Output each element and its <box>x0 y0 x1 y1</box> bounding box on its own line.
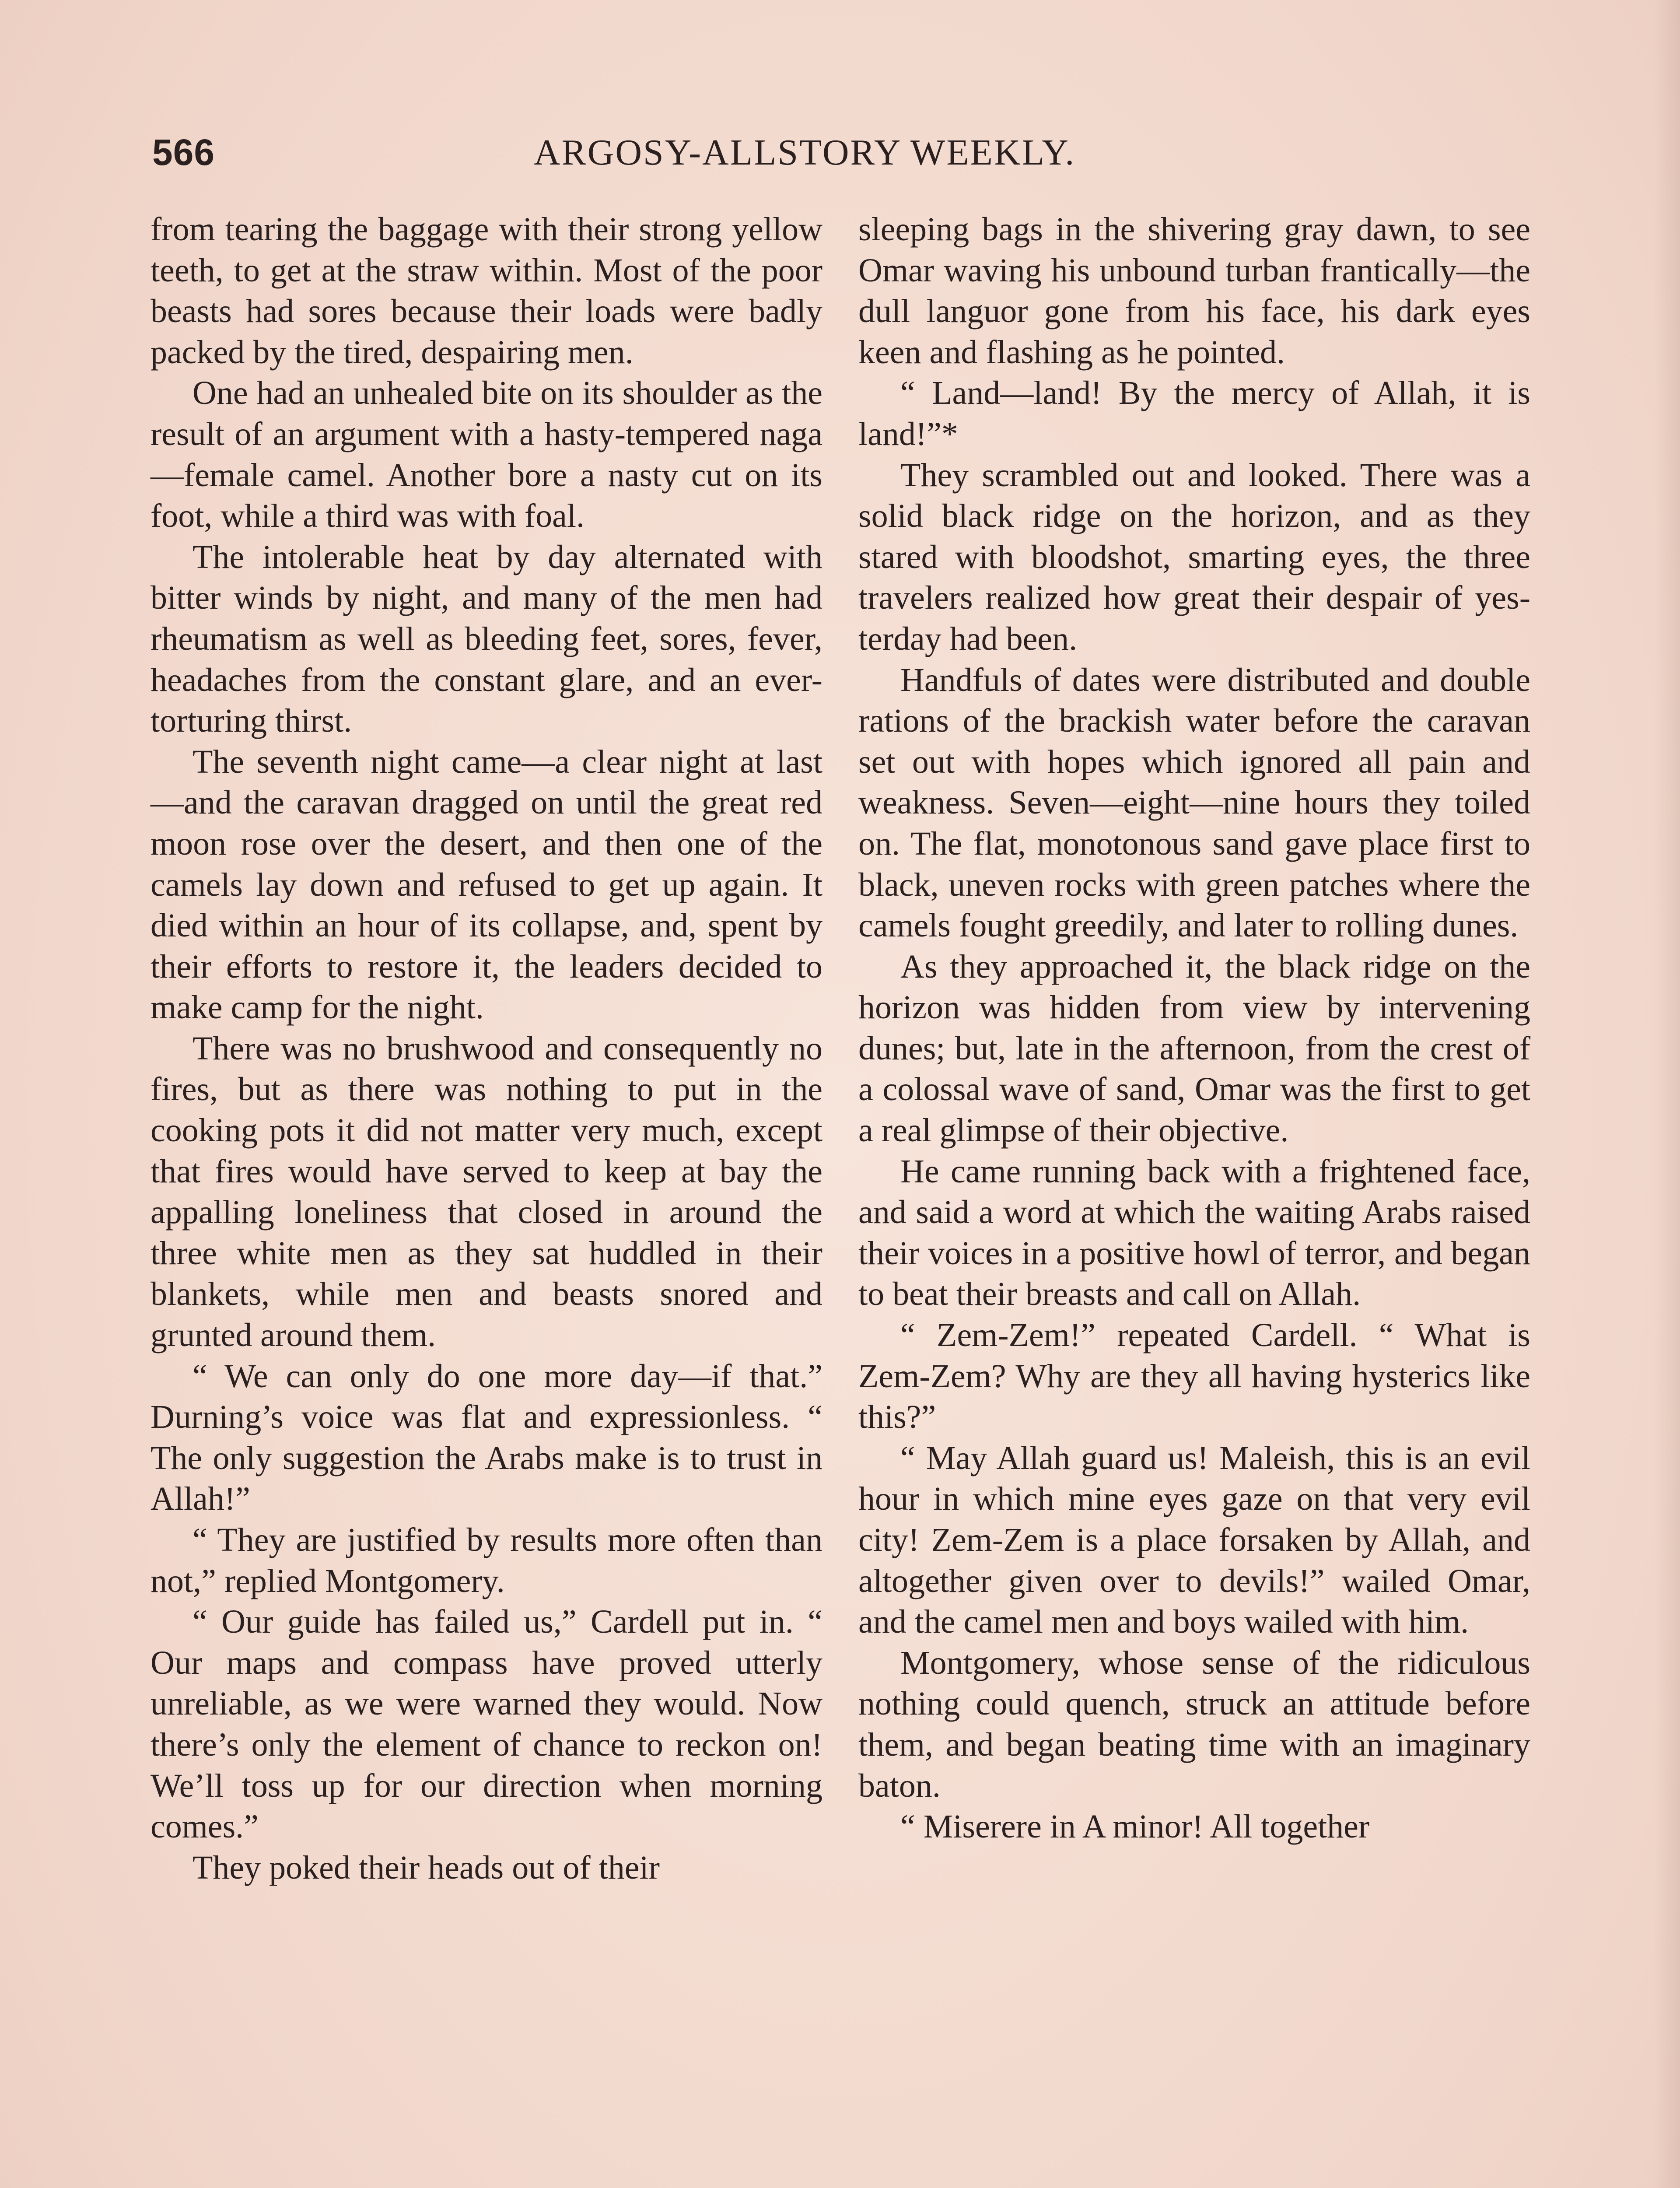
paragraph: “ Zem-Zem!” repeated Cardell. “ What is Zem-Zem? Why are they all having hysterics like this?” <box>858 1317 1530 1436</box>
paragraph: He came running back with a frightened face, and said a word at which the waiting Arabs raised their voices in a positive howl of terror, and began to beat their breasts and call on Allah. <box>858 1153 1530 1313</box>
paragraph: “ We can only do one more day—if that.” Durning’s voice was flat and expressionless. “ The only suggestion the Arabs make is to trust in Allah!” <box>150 1357 822 1518</box>
paragraph: “ Miserere in A minor! All together <box>900 1808 1370 1845</box>
paragraph: “ Our guide has failed us,” Cardell put in. “ Our maps and compass have proved utterly unreliable, as we were warned they would. Now there’s only the element of chance to reckon on! We’ll toss up for our direction when morning comes.” <box>150 1603 822 1845</box>
running-title: ARGOSY-ALLSTORY WEEKLY. <box>534 132 1076 173</box>
paragraph: “ They are justified by results more often than not,” replied Montgomery. <box>150 1522 822 1599</box>
paragraph: The seventh night came—a clear night at last—and the caravan dragged on until the great red moon rose over the desert, and then one of the camels lay down and refused to get up again. It died within an hour of its collapse, and, spent by their efforts to restore it, the leaders decided to make camp for the night. <box>150 743 822 1026</box>
right-column <box>858 209 1530 1848</box>
paragraph: The intolerable heat by day alternated with bitter winds by night, and many of the men had rheumatism as well as bleeding feet, sores, fever, headaches from the constant glare, and an ever-torturing thirst. <box>150 538 822 740</box>
paragraph: They poked their heads out of their <box>192 1849 660 1886</box>
paragraph: As they approached it, the black ridge on the horizon was hidden from view by intervening dunes; but, late in the afternoon, from the crest of a colossal wave of sand, Omar was the first to get a real glimpse of their objective. <box>858 948 1530 1149</box>
paragraph: Handfuls of dates were distributed and double rations of the brackish water before the caravan set out with hopes which ignored all pain and weakness. Seven—eight—nine hours they toiled on. The flat, monotonous sand gave place first to black, uneven rocks with green patches where the camels fought greedily, and later to rolling dunes. <box>858 661 1530 944</box>
page-edge-shading <box>1654 0 1680 2188</box>
paragraph: from tearing the baggage with their strong yellow teeth, to get at the straw within. Most of the poor beasts had sores because their loads were badly packed by the tired, despairing men. <box>150 211 822 371</box>
paragraph: There was no brushwood and consequently no fires, but as there was nothing to put in the cooking pots it did not matter very much, except that fires would have served to keep at bay the appalling loneliness that closed in around the three white men as they sat huddled in their blankets, while men and beasts snored and grunted around them. <box>150 1030 822 1354</box>
paragraph: “ May Allah guard us! Maleish, this is an evil hour in which mine eyes gaze on that very evil city! Zem-Zem is a place forsaken by Allah, and altogether given over to devils!” wailed Omar, and the camel men and boys wailed with him. <box>858 1439 1530 1641</box>
page-number: 566 <box>152 132 215 173</box>
paragraph: Montgomery, whose sense of the ridiculous nothing could quench, struck an attitude before them, and began beating time with an imaginary baton. <box>858 1644 1530 1804</box>
paragraph: “ Land—land! By the mercy of Allah, it is land!”* <box>858 375 1530 452</box>
paragraph: sleeping bags in the shivering gray dawn, to see Omar waving his unbound turban frantically—the dull languor gone from his face, his dark eyes keen and flashing as he pointed. <box>858 211 1530 371</box>
paragraph: They scrambled out and looked. There was a solid black ridge on the horizon, and as they stared with bloodshot, smarting eyes, the three travelers realized how great their despair of yesterday had been. <box>858 456 1530 657</box>
paragraph: One had an unhealed bite on its shoulder as the result of an argument with a hasty-tempered naga—female camel. Another bore a nasty cut on its foot, while a third was with foal. <box>150 375 822 535</box>
left-column <box>150 209 822 1888</box>
